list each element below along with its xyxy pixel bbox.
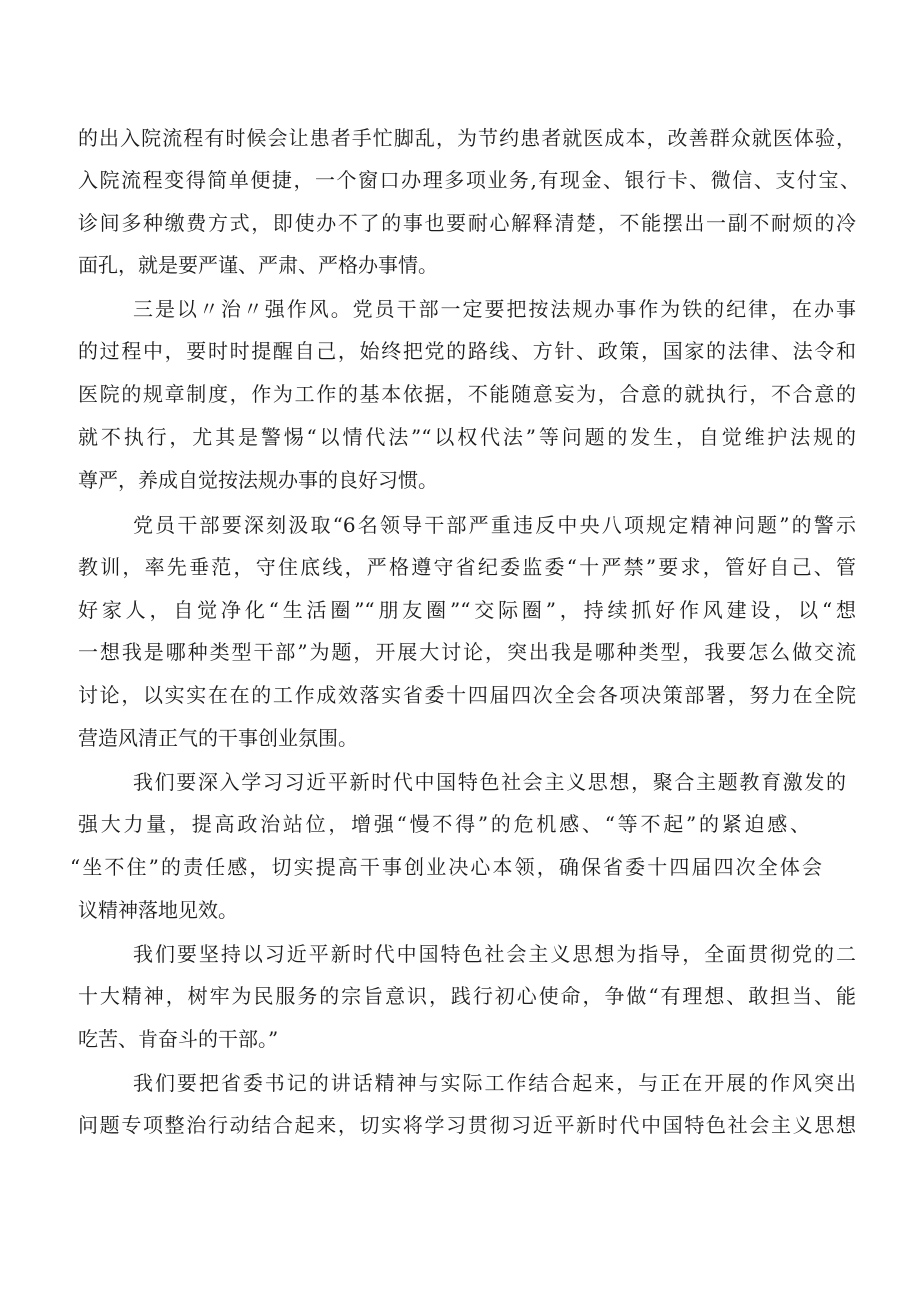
- text-line: 我们要把省委书记的讲话精神与实际工作结合起来，与正在开展的作风突出: [133, 1071, 856, 1095]
- text-line: 讨论，以实实在在的工作成效落实省委十四届四次全会各项决策部署，努力在全院: [78, 683, 856, 707]
- text-line: 我们要坚持以习近平新时代中国特色社会主义思想为指导，全面贯彻党的二: [133, 942, 856, 966]
- text-line: 尊严，养成自觉按法规办事的良好习惯。: [78, 468, 438, 492]
- text-line: 十大精神，树牢为民服务的宗旨意识，践行初心使命，争做“有理想、敢担当、能: [78, 984, 856, 1008]
- text-line: 就不执行，尤其是警惕“以情代法”“以权代法”等问题的发生，自觉维护法规的: [78, 425, 856, 449]
- text-line: 强大力量，提高政治站位，增强“慢不得”的危机感、“等不起”的紧迫感、: [78, 812, 810, 836]
- text-line: 我们要深入学习习近平新时代中国特色社会主义思想，聚合主题教育激发的: [133, 770, 846, 794]
- text-line: 一想我是哪种类型干部”为题，开展大讨论，突出我是哪种类型，我要怎么做交流: [78, 640, 856, 664]
- text-line: 教训，率先垂范，守住底线，严格遵守省纪委监委“十严禁”要求，管好自己、管: [78, 555, 856, 579]
- text-line: 议精神落地见效。: [78, 898, 238, 922]
- text-line: 党员干部要深刻汲取“6名领导干部严重违反中央八项规定精神问题”的警示: [133, 513, 856, 537]
- text-line: 的过程中，要时时提醒自己，始终把党的路线、方针、政策，国家的法律、法令和: [78, 339, 856, 363]
- text-line: 好家人，自觉净化“生活圈”“朋友圈”“交际圈”，持续抓好作风建设，以“想: [78, 598, 856, 622]
- text-line: 医院的规章制度，作为工作的基本依据，不能随意妄为，合意的就执行，不合意的: [78, 382, 856, 406]
- text-line: 面孔，就是要严谨、严肃、严格办事情。: [78, 253, 438, 277]
- text-line: 的出入院流程有时候会让患者手忙脚乱，为节约患者就医成本，改善群众就医体验，: [78, 126, 856, 150]
- text-line: 三是以〃治〃强作风。党员干部一定要把按法规办事作为铁的纪律，在办事: [133, 297, 856, 321]
- text-line: “坐不住”的责任感，切实提高干事创业决心本领，确保省委十四届四次全体会: [70, 855, 822, 879]
- text-line: 诊间多种缴费方式，即使办不了的事也要耐心解释清楚，不能摆出一副不耐烦的冷: [78, 211, 856, 235]
- text-line: 营造风清正气的干事创业氛围。: [78, 726, 358, 750]
- text-line: 问题专项整治行动结合起来，切实将学习贯彻习近平新时代中国特色社会主义思想: [78, 1113, 856, 1137]
- text-line: 入院流程变得简单便捷，一个窗口办理多项业务,有现金、银行卡、微信、支付宝、: [78, 168, 860, 192]
- text-line: 吃苦、肯奋斗的干部。”: [78, 1027, 279, 1051]
